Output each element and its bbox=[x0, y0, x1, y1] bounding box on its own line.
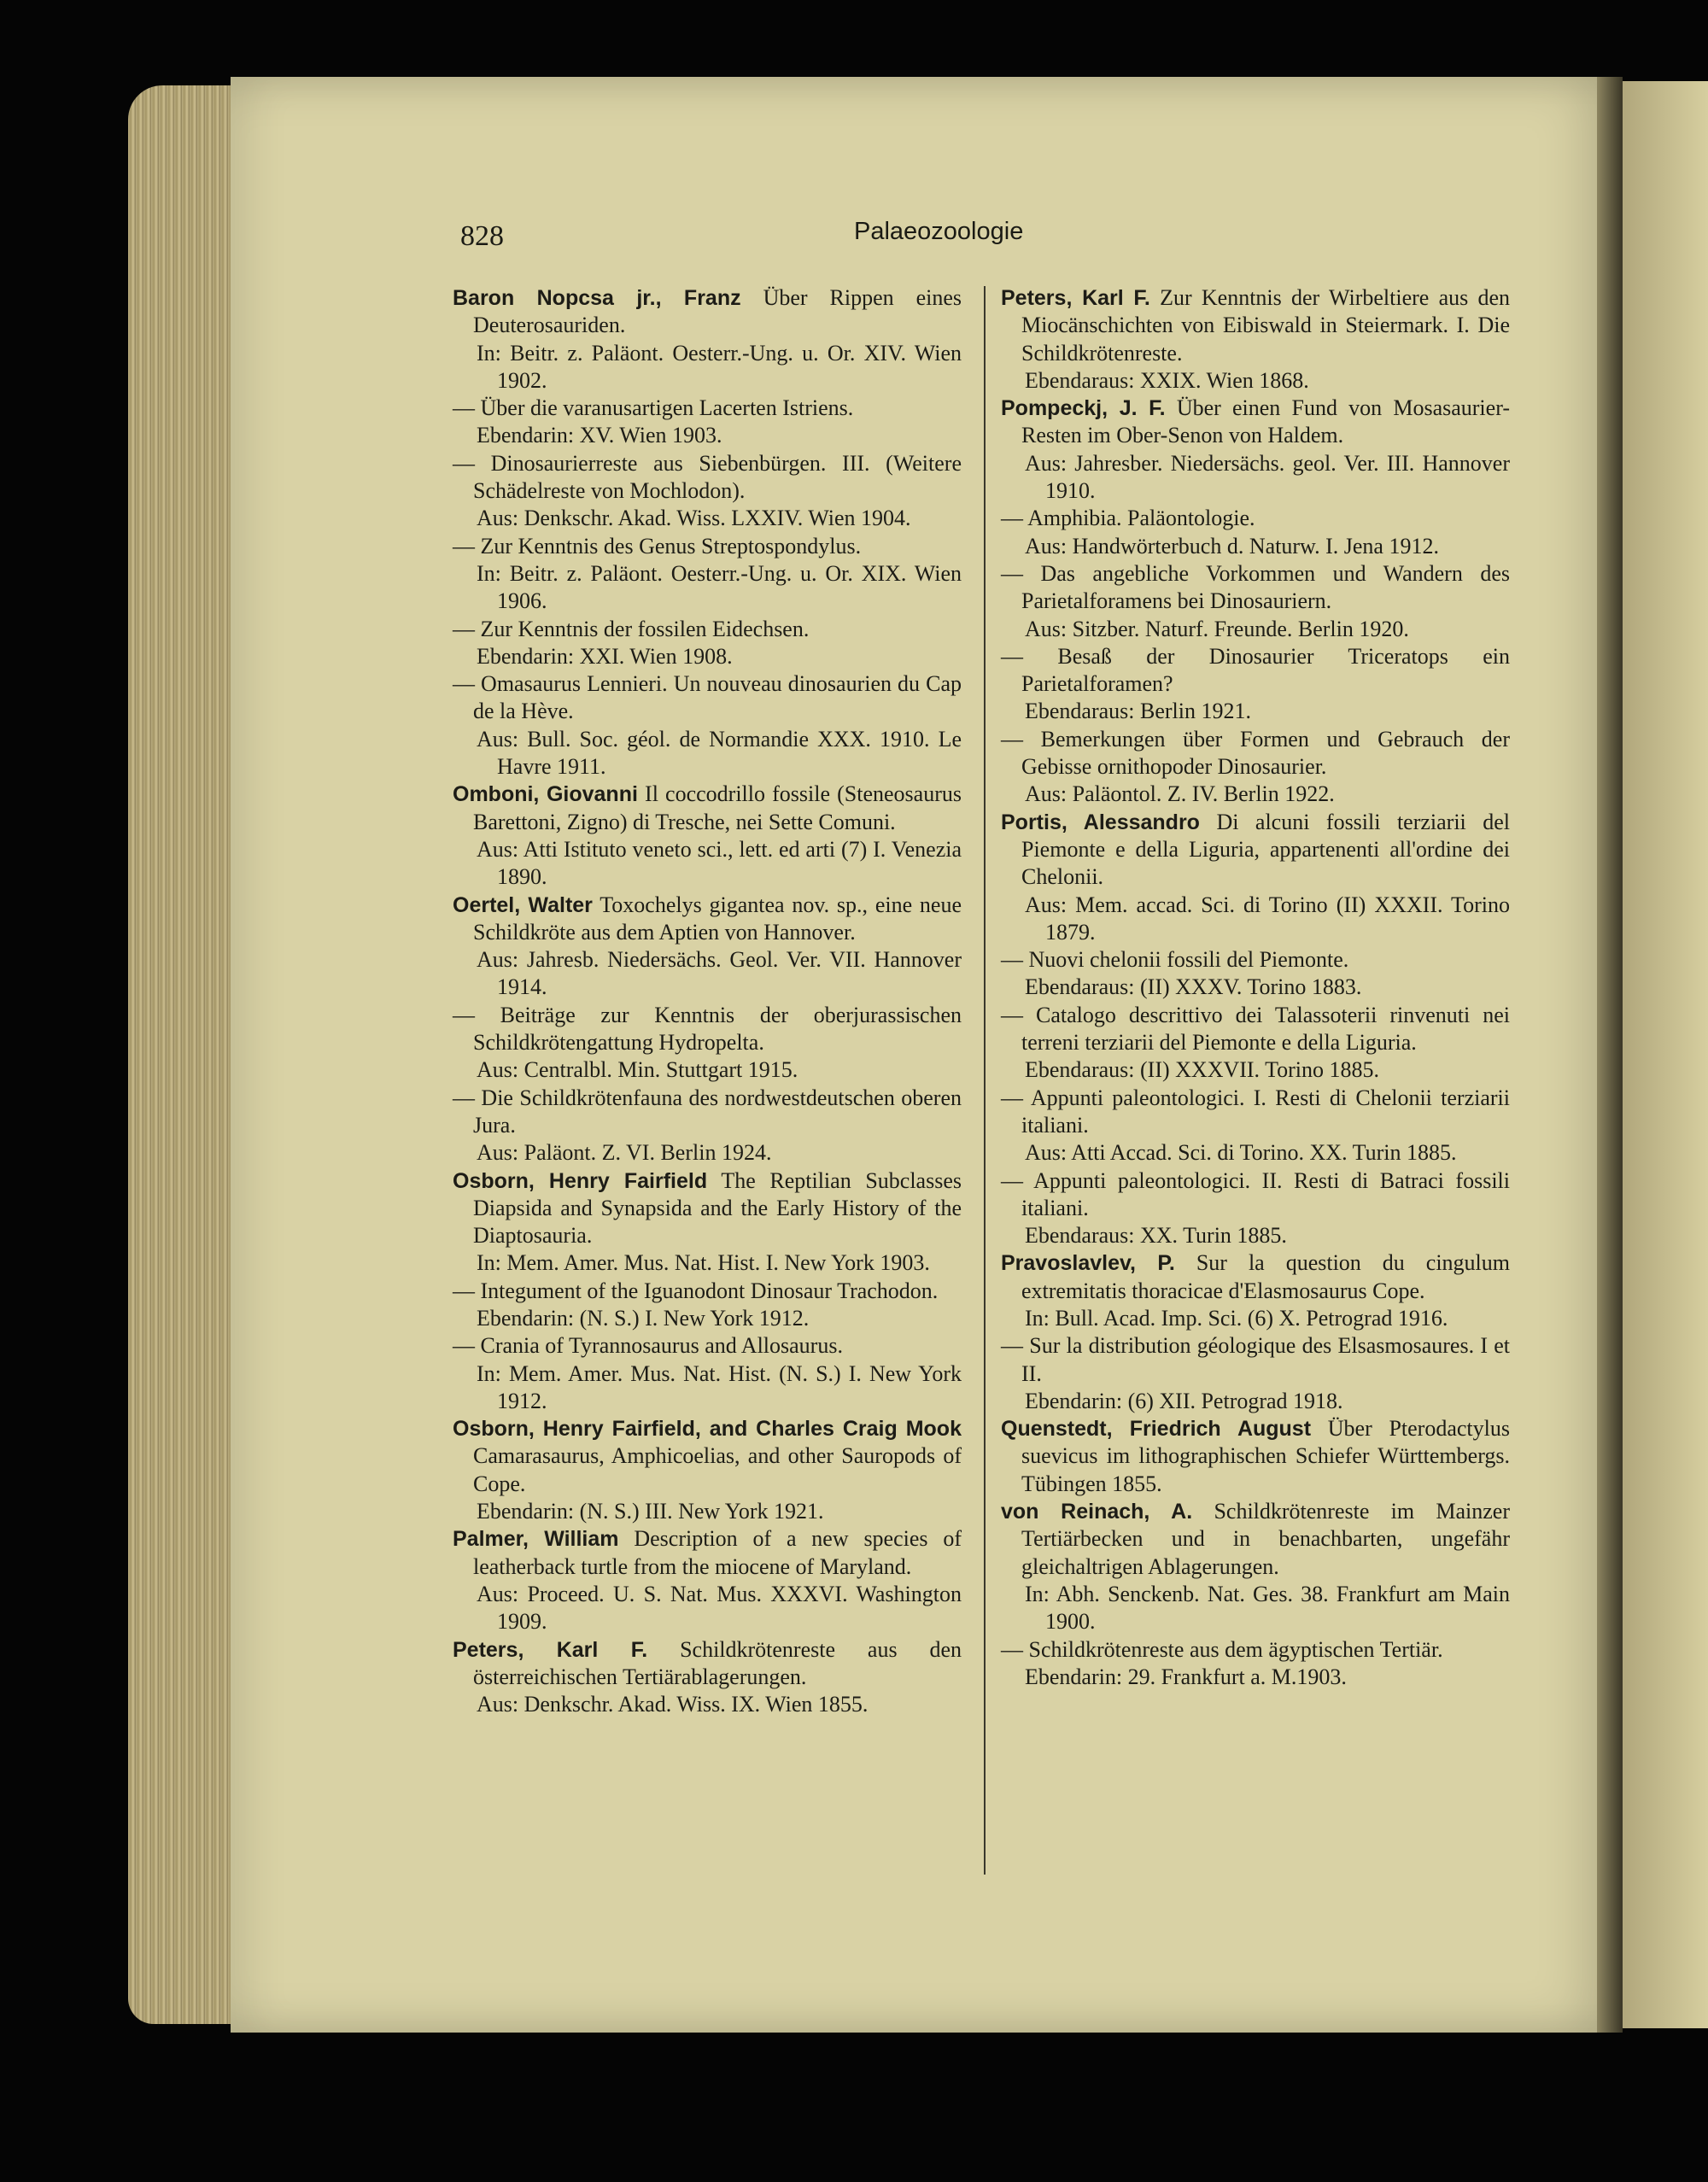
author-name: Osborn, Henry Fairfield bbox=[453, 1168, 708, 1193]
bibliography-entry bbox=[1001, 1085, 1510, 1167]
bibliography-entry bbox=[453, 1167, 962, 1278]
bibliography-entry bbox=[453, 1002, 962, 1085]
work-title: Description of a new species of leatherback turtle from the miocene of Maryland. bbox=[473, 1526, 962, 1579]
publication-source: Aus: Jahresb. Niedersächs. Geol. Ver. VII. Hannover 1914. bbox=[477, 947, 962, 1000]
publication-source: Aus: Bull. Soc. géol. de Normandie XXX. 1910. Le Havre 1911. bbox=[477, 726, 962, 780]
work-title: Toxochelys gigantea nov. sp., eine neue Schildkröte aus dem Aptien von Hannover. bbox=[473, 892, 962, 945]
author-name: Quenstedt, Friedrich August bbox=[1001, 1417, 1312, 1442]
column-rule bbox=[984, 286, 986, 1875]
entry-title-line bbox=[1001, 643, 1510, 699]
bibliography-entry bbox=[1001, 284, 1510, 395]
bibliography-entry bbox=[453, 781, 962, 891]
left-column bbox=[453, 284, 962, 1718]
work-title: — Besaß der Dinosaurier Triceratops ein Parietalforamen? bbox=[1001, 643, 1510, 697]
entry-title-line bbox=[1001, 946, 1510, 974]
publication-source: Ebendaraus: XX. Turin 1885. bbox=[1025, 1223, 1287, 1249]
work-title: — Sur la distribution géologique des Elsasmosaures. I et II. bbox=[1001, 1333, 1510, 1386]
entry-title-line bbox=[1001, 1249, 1510, 1305]
publication-source: In: Abh. Senckenb. Nat. Ges. 38. Frankfurt am Main 1900. bbox=[1025, 1581, 1510, 1635]
publication-source: In: Beitr. z. Paläont. Oesterr.-Ung. u. Or. XIV. Wien 1902. bbox=[477, 340, 962, 393]
running-title: Palaeozoologie bbox=[854, 218, 1024, 245]
entry-title-line bbox=[1001, 809, 1510, 892]
publication-source: Ebendaraus: (II) XXXVII. Torino 1885. bbox=[1025, 1057, 1380, 1083]
work-title: Zur Kenntnis der Wirbeltiere aus den Miocänschichten von Eibiswald in Steiermark. I. Die Schildkrötenreste. bbox=[1021, 285, 1511, 366]
entry-title-line bbox=[453, 395, 962, 422]
bibliography-entry bbox=[1001, 395, 1510, 505]
bibliography-entry bbox=[453, 1415, 962, 1525]
work-title: Schildkrötenreste im Mainzer Tertiärbecken und in benachbarten, ungefähr gleichaltrigen Ablagerungen. bbox=[1021, 1499, 1510, 1579]
entry-title-line bbox=[1001, 284, 1510, 367]
work-title: — Die Schildkrötenfauna des nordwestdeutschen oberen Jura. bbox=[453, 1085, 962, 1138]
entry-title-line bbox=[453, 1085, 962, 1140]
bibliography-entry bbox=[453, 670, 962, 781]
publication-source: Ebendarin: (N. S.) III. New York 1921. bbox=[477, 1499, 824, 1524]
entry-title-line bbox=[1001, 1498, 1510, 1581]
work-title: — Integument of the Iguanodont Dinosaur Trachodon. bbox=[453, 1278, 939, 1303]
bibliography-entry bbox=[453, 1636, 962, 1719]
work-title: — Schildkrötenreste aus dem ägyptischen Tertiär. bbox=[1001, 1636, 1443, 1662]
publication-source: Aus: Denkschr. Akad. Wiss. IX. Wien 1855. bbox=[477, 1692, 869, 1717]
entry-title-line bbox=[453, 616, 962, 643]
publication-source: Aus: Atti Istituto veneto sci., lett. ed arti (7) I. Venezia 1890. bbox=[477, 836, 962, 890]
page-edges bbox=[128, 85, 248, 2024]
bibliography-entry bbox=[453, 1278, 962, 1333]
work-title: — Bemerkungen über Formen und Gebrauch der Gebisse ornithopoder Dinosaurier. bbox=[1001, 726, 1510, 780]
publication-source: Ebendarin: XXI. Wien 1908. bbox=[477, 643, 733, 669]
work-title: The Reptilian Subclasses Diapsida and Synapsida and the Early History of the Diaptosauria. bbox=[473, 1167, 962, 1249]
bibliography-entry bbox=[453, 533, 962, 616]
bibliography-entry bbox=[1001, 643, 1510, 726]
publication-source: Ebendaraus: XXIX. Wien 1868. bbox=[1025, 367, 1309, 393]
bibliography-entry bbox=[453, 284, 962, 395]
work-title: — Zur Kenntnis des Genus Streptospondylus. bbox=[453, 533, 862, 559]
bibliography-entry bbox=[1001, 1415, 1510, 1498]
publication-source: Aus: Centralbl. Min. Stuttgart 1915. bbox=[477, 1057, 798, 1083]
author-name: von Reinach, A. bbox=[1001, 1500, 1193, 1524]
entry-title-line bbox=[453, 781, 962, 836]
bibliography-entry bbox=[453, 892, 962, 1002]
work-title: — Über die varanusartigen Lacerten Istriens. bbox=[453, 395, 854, 421]
work-title: — Crania of Tyrannosaurus and Allosaurus. bbox=[453, 1333, 843, 1359]
bibliography-entry bbox=[1001, 809, 1510, 946]
publication-source: In: Mem. Amer. Mus. Nat. Hist. I. New York 1903. bbox=[477, 1250, 930, 1276]
entry-title-line bbox=[1001, 395, 1510, 450]
bibliography-entry bbox=[1001, 1249, 1510, 1332]
publication-source: Aus: Proceed. U. S. Nat. Mus. XXXVI. Washington 1909. bbox=[477, 1581, 962, 1635]
author-name: Peters, Karl F. bbox=[453, 1637, 648, 1662]
publication-source: Aus: Paläont. Z. VI. Berlin 1924. bbox=[477, 1140, 772, 1166]
entry-title-line bbox=[453, 1332, 962, 1360]
entry-title-line bbox=[1001, 1636, 1510, 1664]
publication-source: Ebendarin: 29. Frankfurt a. M.1903. bbox=[1025, 1664, 1347, 1689]
entry-title-line bbox=[453, 1415, 962, 1498]
author-name: Omboni, Giovanni bbox=[453, 782, 638, 807]
publication-source: Ebendaraus: Berlin 1921. bbox=[1025, 699, 1251, 724]
entry-title-line bbox=[453, 1167, 962, 1250]
work-title: Camarasaurus, Amphicoelias, and other Sauropods of Cope. bbox=[473, 1443, 962, 1496]
facing-page-edge bbox=[1623, 81, 1708, 2028]
work-title: Sur la question du cingulum extremitatis thoracicae d'Elasmosaurus Cope. bbox=[1021, 1250, 1511, 1303]
entry-title-line bbox=[453, 284, 962, 340]
author-name: Osborn, Henry Fairfield, and Charles Craig Mook bbox=[453, 1417, 962, 1442]
book-gutter bbox=[1597, 77, 1623, 2033]
publication-source: Aus: Denkschr. Akad. Wiss. LXXIV. Wien 1904. bbox=[477, 506, 911, 531]
entry-title-line bbox=[453, 450, 962, 506]
bibliography-entry bbox=[1001, 1002, 1510, 1085]
bibliography-entry bbox=[453, 395, 962, 450]
bibliography-entry bbox=[453, 1085, 962, 1167]
bibliography-entry bbox=[453, 616, 962, 671]
entry-title-line bbox=[1001, 1167, 1510, 1223]
author-name: Portis, Alessandro bbox=[1001, 810, 1200, 834]
entry-title-line bbox=[1001, 1332, 1510, 1388]
work-title: — Beiträge zur Kenntnis der oberjurassischen Schildkrötengattung Hydropelta. bbox=[453, 1002, 962, 1056]
author-name: Peters, Karl F. bbox=[1001, 286, 1150, 310]
bibliography-entry bbox=[1001, 1636, 1510, 1692]
work-title: Über Pterodactylus suevicus im lithographischen Schiefer Württembergs. Tübingen 1855. bbox=[1021, 1416, 1510, 1496]
publication-source: Aus: Mem. accad. Sci. di Torino (II) XXXII. Torino 1879. bbox=[1025, 892, 1510, 945]
entry-title-line bbox=[453, 533, 962, 560]
bibliography-entry bbox=[453, 1525, 962, 1635]
work-title: — Appunti paleontologici. II. Resti di Batraci fossili italiani. bbox=[1001, 1167, 1510, 1220]
work-title: — Catalogo descrittivo dei Talassoterii rinvenuti nei terreni terziarii del Piemonte e della Liguria. bbox=[1001, 1002, 1510, 1056]
publication-source: Ebendarin: (N. S.) I. New York 1912. bbox=[477, 1305, 810, 1331]
publication-source: Aus: Sitzber. Naturf. Freunde. Berlin 1920. bbox=[1025, 616, 1409, 641]
entry-title-line bbox=[453, 670, 962, 726]
entry-title-line bbox=[1001, 1415, 1510, 1498]
entry-title-line bbox=[1001, 505, 1510, 532]
publication-source: In: Mem. Amer. Mus. Nat. Hist. (N. S.) I. New York 1912. bbox=[477, 1360, 962, 1413]
entry-title-line bbox=[453, 1278, 962, 1305]
publication-source: Aus: Atti Accad. Sci. di Torino. XX. Turin 1885. bbox=[1025, 1140, 1457, 1166]
work-title: — Nuovi chelonii fossili del Piemonte. bbox=[1001, 947, 1349, 973]
work-title: — Dinosaurierreste aus Siebenbürgen. III. (Weitere Schädelreste von Mochlodon). bbox=[453, 450, 962, 504]
right-column bbox=[1001, 284, 1510, 1691]
publication-source: Ebendarin: (6) XII. Petrograd 1918. bbox=[1025, 1388, 1343, 1413]
author-name: Pompeckj, J. F. bbox=[1001, 396, 1166, 421]
author-name: Oertel, Walter bbox=[453, 892, 593, 917]
entry-title-line bbox=[453, 1636, 962, 1692]
entry-title-line bbox=[1001, 1002, 1510, 1057]
publication-source: Aus: Paläontol. Z. IV. Berlin 1922. bbox=[1025, 781, 1335, 807]
publication-source: In: Bull. Acad. Imp. Sci. (6) X. Petrograd 1916. bbox=[1025, 1305, 1448, 1331]
author-name: Pravoslavlev, P. bbox=[1001, 1251, 1175, 1276]
work-title: — Omasaurus Lennieri. Un nouveau dinosaurien du Cap de la Hève. bbox=[453, 671, 962, 724]
bibliography-entry bbox=[1001, 726, 1510, 809]
entry-title-line bbox=[453, 1525, 962, 1581]
entry-title-line bbox=[1001, 1085, 1510, 1140]
bibliography-entry bbox=[1001, 1167, 1510, 1250]
entry-title-line bbox=[1001, 726, 1510, 781]
work-title: Il coccodrillo fossile (Steneosaurus Barettoni, Zigno) di Tresche, nei Sette Comuni. bbox=[473, 781, 962, 834]
work-title: Schildkrötenreste aus den österreichischen Tertiärablagerungen. bbox=[473, 1636, 962, 1689]
bibliography-entry bbox=[1001, 505, 1510, 560]
author-name: Baron Nopcsa jr., Franz bbox=[453, 286, 741, 310]
work-title: — Zur Kenntnis der fossilen Eidechsen. bbox=[453, 616, 810, 641]
bibliography-entry bbox=[1001, 560, 1510, 643]
entry-title-line bbox=[453, 892, 962, 947]
publication-source: Ebendaraus: (II) XXXV. Torino 1883. bbox=[1025, 974, 1362, 1000]
publication-source: Ebendarin: XV. Wien 1903. bbox=[477, 423, 722, 448]
bibliography-entry bbox=[1001, 946, 1510, 1002]
publication-source: In: Beitr. z. Paläont. Oesterr.-Ung. u. Or. XIX. Wien 1906. bbox=[477, 560, 962, 614]
bibliography-entry bbox=[453, 1332, 962, 1415]
work-title: Di alcuni fossili terziarii del Piemonte e della Liguria, appartenenti all'ordine dei Chelonii. bbox=[1021, 809, 1511, 890]
entry-title-line bbox=[1001, 560, 1510, 616]
work-title: — Amphibia. Paläontologie. bbox=[1001, 506, 1255, 531]
bibliography-entry bbox=[1001, 1332, 1510, 1415]
author-name: Palmer, William bbox=[453, 1527, 619, 1552]
work-title: Über einen Fund von Mosasaurier-Resten im Ober-Senon von Haldem. bbox=[1021, 395, 1510, 448]
bibliography-entry bbox=[1001, 1498, 1510, 1635]
publication-source: Aus: Handwörterbuch d. Naturw. I. Jena 1912. bbox=[1025, 533, 1439, 559]
publication-source: Aus: Jahresber. Niedersächs. geol. Ver. III. Hannover 1910. bbox=[1025, 450, 1510, 504]
work-title: — Appunti paleontologici. I. Resti di Chelonii terziarii italiani. bbox=[1001, 1085, 1510, 1138]
work-title: — Das angebliche Vorkommen und Wandern des Parietalforamens bei Dinosauriern. bbox=[1001, 560, 1510, 614]
work-title: Über Rippen eines Deuterosauriden. bbox=[473, 285, 962, 338]
bibliography-entry bbox=[453, 450, 962, 533]
entry-title-line bbox=[453, 1002, 962, 1057]
page-number: 828 bbox=[460, 220, 504, 252]
